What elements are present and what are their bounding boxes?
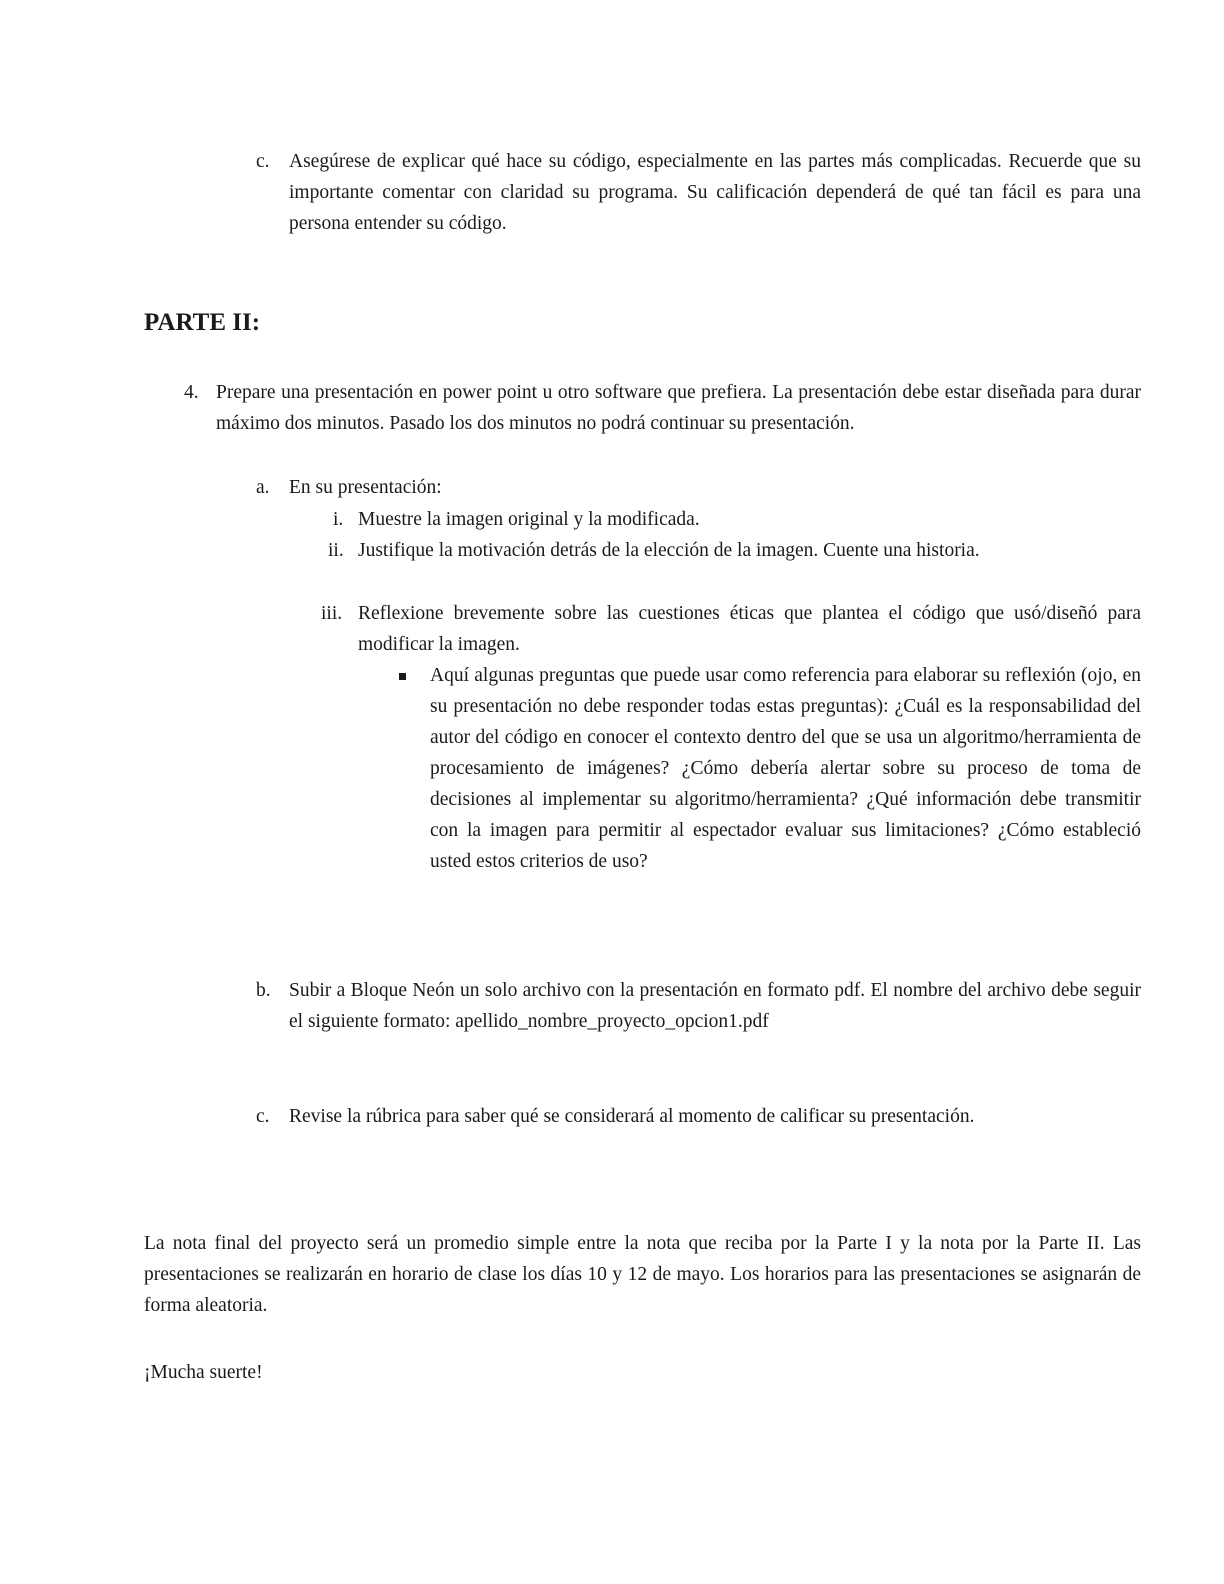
- item-c-top-text: Asegúrese de explicar qué hace su código, especialmente en las partes más complicadas. Recuerde que su importante comentar con claridad su programa. Su calificación dependerá de qué tan fácil es para una persona entender su código.: [289, 151, 1141, 234]
- closing-line: ¡Mucha suerte!: [144, 1362, 263, 1383]
- list-marker-c: c.: [256, 1106, 270, 1127]
- item-ii-text: Justifique la motivación detrás de la elección de la imagen. Cuente una historia.: [358, 540, 980, 561]
- item-c-text: Revise la rúbrica para saber qué se considerará al momento de calificar su presentación.: [289, 1106, 975, 1127]
- list-marker-iii: iii.: [321, 603, 343, 624]
- bullet-text: Aquí algunas preguntas que puede usar como referencia para elaborar su reflexión (ojo, en su presentación no debe responder todas estas preguntas): ¿Cuál es la responsabilidad del autor del código en conocer el contexto dentro del que se usa un algoritmo/herramienta de procesamiento de imágenes? ¿Cómo debería alertar sobre su proceso de toma de decisiones al implementar su algoritmo/herramienta? ¿Qué información debe transmitir con la imagen para permitir al espectador evaluar sus limitaciones? ¿Cómo estableció usted estos criterios de uso?: [430, 665, 1141, 872]
- list-marker-b: b.: [256, 980, 271, 1001]
- final-paragraph: La nota final del proyecto será un promedio simple entre la nota que reciba por la Parte I y la nota por la Parte II. Las presentaciones se realizarán en horario de clase los días 10 y 12 de mayo. Los horarios para las presentaciones se asignarán de forma aleatoria.: [144, 1233, 1141, 1316]
- item-b-text: Subir a Bloque Neón un solo archivo con la presentación en formato pdf. El nombre del archivo debe seguir el siguiente formato: apellido_nombre_proyecto_opcion1.pdf: [289, 980, 1141, 1032]
- item-4-text: Prepare una presentación en power point u otro software que prefiera. La presentación debe estar diseñada para durar máximo dos minutos. Pasado los dos minutos no podrá continuar su presentación.: [216, 382, 1141, 434]
- part-heading: PARTE II:: [144, 309, 261, 336]
- bullet-square-icon: [399, 673, 406, 680]
- list-marker-c-top: c.: [256, 151, 270, 172]
- item-i-text: Muestre la imagen original y la modificada.: [358, 509, 700, 530]
- list-marker-a: a.: [256, 477, 270, 498]
- item-iii-text: Reflexione brevemente sobre las cuestiones éticas que plantea el código que usó/diseñó para modificar la imagen.: [358, 603, 1141, 655]
- list-marker-ii: ii.: [328, 540, 344, 561]
- list-marker-4: 4.: [184, 382, 199, 403]
- item-a-text: En su presentación:: [289, 477, 442, 498]
- list-marker-i: i.: [333, 509, 344, 530]
